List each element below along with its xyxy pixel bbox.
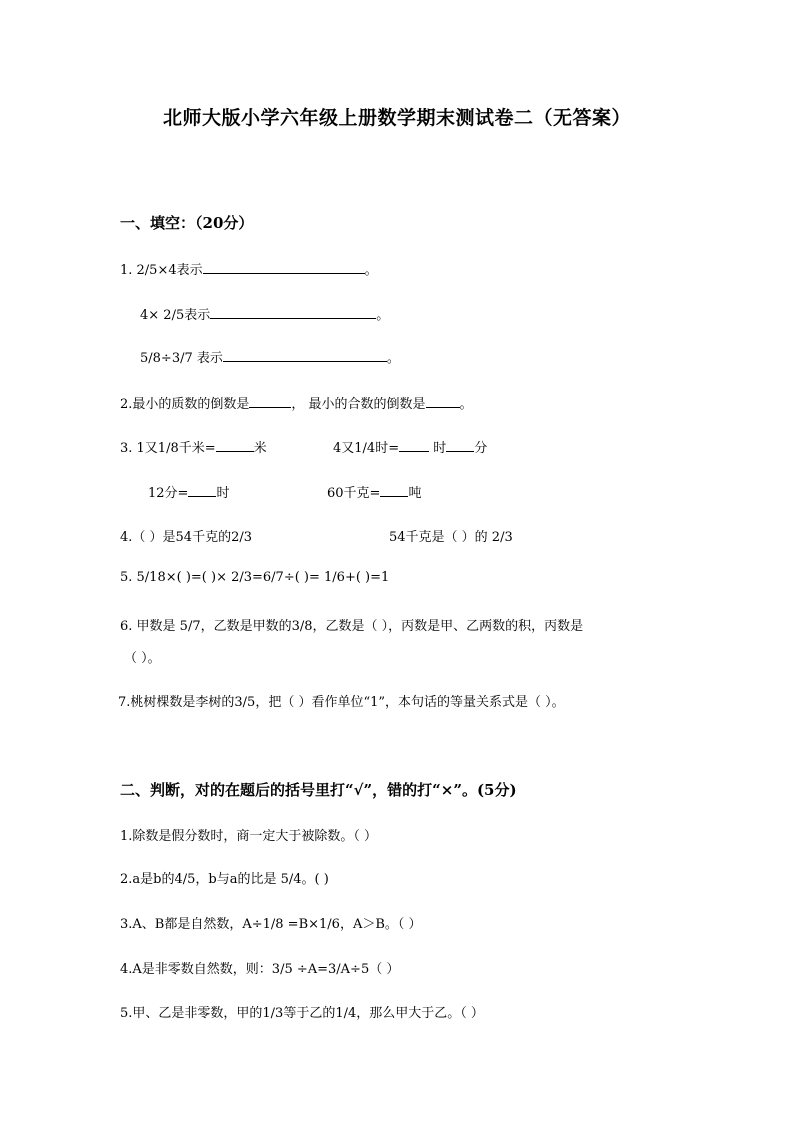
- section1-heading: 一、填空：（20分）: [120, 214, 254, 232]
- answer-blank: [426, 395, 460, 408]
- judge-item-1: 1.除数是假分数时，商一定大于被除数。（ ）: [120, 829, 378, 844]
- q3-part-b: 米: [253, 441, 267, 456]
- question-5: 5. 5/18×( )=( )× 2/3=6/7÷( )= 1/6+( )=1: [120, 570, 390, 585]
- q2-part-c: 。: [459, 397, 473, 412]
- question-3a: [120, 437, 267, 456]
- q1a-text: 1. 2/5×4表示: [120, 263, 203, 278]
- answer-blank: [210, 306, 376, 319]
- judge-item-2: 2.a是b的4/5，b与a的比是 5/4。( ): [120, 872, 329, 887]
- answer-blank: [380, 484, 408, 497]
- question-6-line2: （ ）。: [124, 651, 161, 666]
- q1a-end: 。: [364, 263, 378, 278]
- q3-part-f: 12分=: [148, 486, 189, 501]
- answer-blank: [188, 484, 216, 497]
- page-title: 北师大版小学六年级上册数学期末测试卷二（无答案）: [162, 107, 631, 129]
- q3-part-c: 4又1/4时=: [333, 441, 400, 456]
- q2-part-a: 2.最小的质数的倒数是: [120, 397, 250, 412]
- answer-blank: [216, 439, 254, 452]
- answer-blank: [446, 439, 474, 452]
- question-4a: 4.（ ）是54千克的2/3: [120, 530, 252, 545]
- question-3c: [148, 482, 229, 501]
- question-3d: [327, 482, 421, 501]
- question-6-line1: 6. 甲数是 5/7，乙数是甲数的3/8，乙数是（ ），丙数是甲、乙两数的积，丙数是: [120, 619, 584, 634]
- q1b-text: 4× 2/5表示: [140, 308, 211, 323]
- question-4b: 54千克是（ ）的 2/3: [389, 530, 513, 545]
- question-7: 7.桃树棵数是李树的3/5，把（ ）看作单位“1”，本句话的等量关系式是（ ）。: [118, 695, 565, 710]
- section2-heading: 二、判断，对的在题后的括号里打“√”，错的打“×”。(5分): [120, 781, 517, 799]
- q3-part-e: 分: [474, 441, 488, 456]
- q3-part-g: 时: [216, 486, 230, 501]
- question-3b: [333, 437, 487, 456]
- answer-blank: [203, 261, 365, 274]
- q1b-end: 。: [376, 308, 390, 323]
- q3-part-d: 时: [429, 441, 447, 456]
- q3-part-a: 3. 1又1/8千米=: [120, 441, 216, 456]
- question-1c: [140, 347, 400, 366]
- judge-item-3: 3.A、B都是自然数，A÷1/8 =B×1/6，A＞B。（ ）: [120, 917, 422, 932]
- q1c-end: 。: [386, 351, 400, 366]
- answer-blank: [249, 395, 291, 408]
- question-1b: [140, 304, 389, 323]
- q3-part-h: 60千克=: [327, 486, 381, 501]
- q1c-text: 5/8÷3/7 表示: [140, 351, 223, 366]
- judge-item-4: 4.A是非零数自然数，则：3/5 ÷A=3/A÷5（ ）: [120, 962, 400, 977]
- q3-part-i: 吨: [408, 486, 422, 501]
- q2-part-b: ， 最小的合数的倒数是: [291, 397, 426, 412]
- answer-blank: [223, 349, 387, 362]
- judge-item-5: 5.甲、乙是非零数，甲的1/3等于乙的1/4，那么甲大于乙。（ ）: [120, 1006, 484, 1021]
- answer-blank: [399, 439, 429, 452]
- question-2: [120, 393, 473, 412]
- question-1a: [120, 259, 378, 278]
